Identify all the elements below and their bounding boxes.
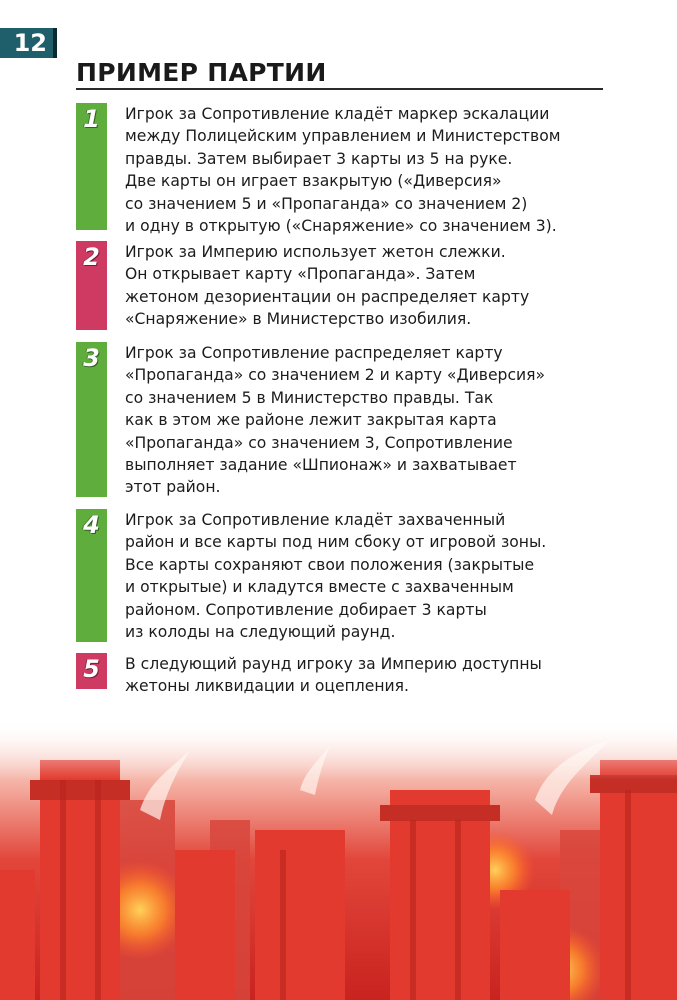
step-line: район и все карты под ним сбоку от игровой зоны. — [125, 533, 547, 552]
step-line: Все карты сохраняют свои положения (закрытые — [125, 555, 535, 574]
step-5 — [76, 653, 605, 698]
step-number-badge — [76, 653, 107, 689]
step-number-badge — [76, 342, 107, 497]
step-text — [125, 241, 605, 331]
step-text — [125, 653, 605, 698]
title-divider — [76, 88, 603, 90]
step-text — [125, 342, 605, 499]
step-text — [125, 509, 605, 643]
step-number-badge — [76, 103, 107, 230]
step-line: Игрок за Сопротивление кладёт захваченный — [125, 511, 506, 529]
step-number: 5 — [83, 655, 100, 683]
step-line: районом. Сопротивление добирает 3 карты — [125, 600, 487, 619]
page-title: ПРИМЕР ПАРТИИ — [76, 58, 327, 87]
step-3 — [76, 342, 605, 499]
step-number: 2 — [83, 243, 100, 271]
step-line: между Полицейским управлением и Министерством — [125, 127, 561, 146]
step-line: В следующий раунд игроку за Империю доступны — [125, 655, 542, 673]
step-line: как в этом же районе лежит закрытая карта — [125, 411, 497, 430]
step-line: «Снаряжение» в Министерство изобилия. — [125, 310, 472, 329]
step-line: правды. Затем выбирает 3 карты из 5 на руке. — [125, 149, 513, 168]
burning-city-illustration — [0, 720, 677, 1000]
step-4 — [76, 509, 605, 643]
step-line: и одну в открытую («Снаряжение» со значением 3). — [125, 217, 557, 236]
step-line: жетоны ликвидации и оцепления. — [125, 677, 410, 696]
step-2 — [76, 241, 605, 331]
step-line: выполняет задание «Шпионаж» и захватывает — [125, 456, 517, 475]
step-1 — [76, 103, 605, 237]
step-line: со значением 5 в Министерство правды. Так — [125, 388, 494, 407]
step-line: этот район. — [125, 478, 221, 497]
step-line: Игрок за Империю использует жетон слежки. — [125, 243, 506, 261]
step-line: «Пропаганда» со значением 2 и карту «Диверсия» — [125, 366, 546, 385]
step-number: 3 — [83, 344, 100, 372]
step-line: Две карты он играет взакрытую («Диверсия» — [125, 172, 502, 191]
step-line: со значением 5 и «Пропаганда» со значением 2) — [125, 194, 528, 213]
step-number: 1 — [83, 105, 100, 133]
step-line: Игрок за Сопротивление кладёт маркер эскалации — [125, 105, 550, 123]
step-number-badge — [76, 241, 107, 330]
step-number: 4 — [83, 511, 100, 539]
step-line: жетоном дезориентации он распределяет карту — [125, 287, 530, 306]
step-line: и открытые) и кладутся вместе с захваченным — [125, 578, 514, 597]
step-line: Он открывает карту «Пропаганда». Затем — [125, 265, 476, 284]
step-number-badge — [76, 509, 107, 642]
step-line: из колоды на следующий раунд. — [125, 623, 396, 642]
step-text — [125, 103, 605, 237]
step-line: «Пропаганда» со значением 3, Сопротивление — [125, 433, 513, 452]
step-line: Игрок за Сопротивление распределяет карту — [125, 344, 503, 362]
page-number: 12 — [0, 28, 57, 58]
